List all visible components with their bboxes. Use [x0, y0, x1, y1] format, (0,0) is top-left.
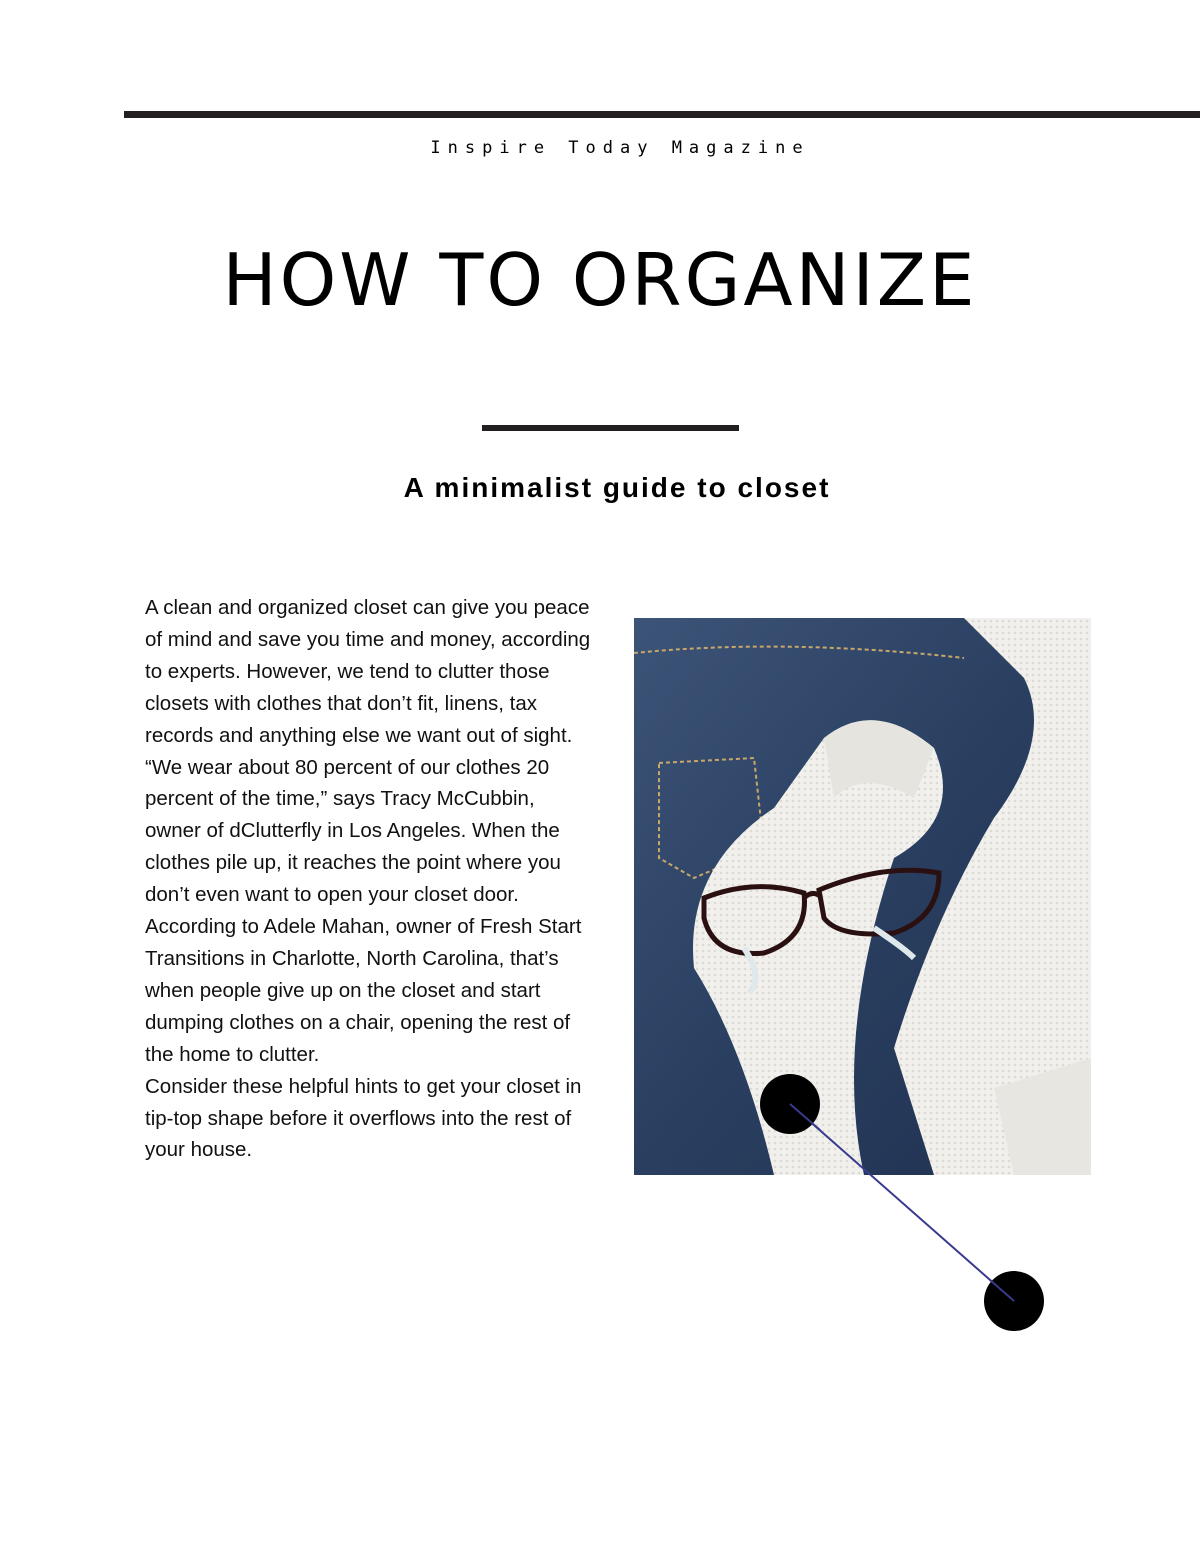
top-rule	[124, 111, 1200, 118]
closet-photo	[634, 618, 1091, 1175]
divider	[482, 425, 739, 431]
magazine-name: Inspire Today Magazine	[430, 138, 810, 158]
paragraph: A clean and organized closet can give you peace of mind and save you time and money, according to experts. However, we tend to clutter those closets with clothes that don’t fit, linens, tax records and anything else we want out of sight.	[145, 596, 591, 747]
page-title: HOW TO ORGANIZE	[222, 238, 978, 322]
article-body	[145, 592, 595, 1166]
paragraph: “We wear about 80 percent of our clothes 20 percent of the time,” says Tracy McCubbin, owner of dClutterfly in Los Angeles. When the clothes pile up, it reaches the point where you don’t even want to open your closet door. According to Adele Mahan, owner of Fresh Start Transitions in Charlotte, North Carolina, that’s when people give up on the closet and start dumping clothes on a chair, opening the rest of the home to clutter.	[145, 755, 582, 1066]
subtitle: A minimalist guide to closet	[403, 472, 831, 503]
paragraph: Consider these helpful hints to get your closet in tip-top shape before it overflows into the rest of your house.	[145, 1074, 582, 1162]
dot-icon	[984, 1271, 1044, 1331]
